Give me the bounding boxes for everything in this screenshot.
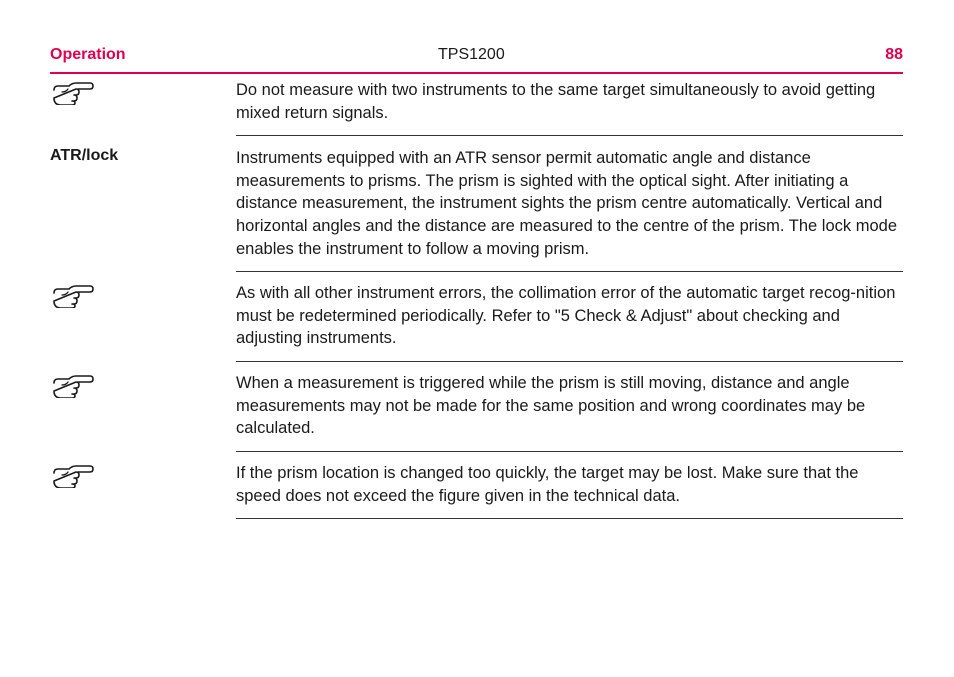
block-label: ATR/lock	[50, 147, 119, 164]
divider	[236, 451, 903, 452]
page-number: 88	[885, 46, 903, 63]
page-header	[50, 44, 903, 74]
document-title: TPS1200	[438, 46, 505, 63]
note-text: Do not measure with two instruments to the same target simultaneously to avoid getting mixed return signals.	[236, 81, 876, 122]
pointing-hand-icon	[52, 464, 94, 488]
pointing-hand-icon	[52, 284, 94, 308]
divider	[236, 135, 903, 136]
section-title: Operation	[50, 46, 126, 63]
note-text: As with all other instrument errors, the collimation error of the automatic target recog-nition must be redetermined periodically. Refer to "5 Check & Adjust" about checking and adjusting instruments.	[236, 284, 896, 348]
note-text: If the prism location is changed too quickly, the target may be lost. Make sure that the speed does not exceed the figure given in the technical data.	[236, 464, 859, 505]
note-text: When a measurement is triggered while the prism is still moving, distance and angle measurements may not be made for the same position and wrong coordinates may be calculated.	[236, 374, 866, 438]
divider	[236, 361, 903, 362]
pointing-hand-icon	[52, 374, 94, 398]
divider	[236, 271, 903, 272]
divider	[236, 518, 903, 519]
pointing-hand-icon	[52, 81, 94, 105]
block-text: Instruments equipped with an ATR sensor permit automatic angle and distance measurements to prisms. The prism is sighted with the optical sight. After initiating a distance measurement, the instrument sights the prism centre automatically. Vertical and horizontal angles and the distance are measured to the centre of the prism. The lock mode enables the instrument to follow a moving prism.	[236, 149, 897, 258]
